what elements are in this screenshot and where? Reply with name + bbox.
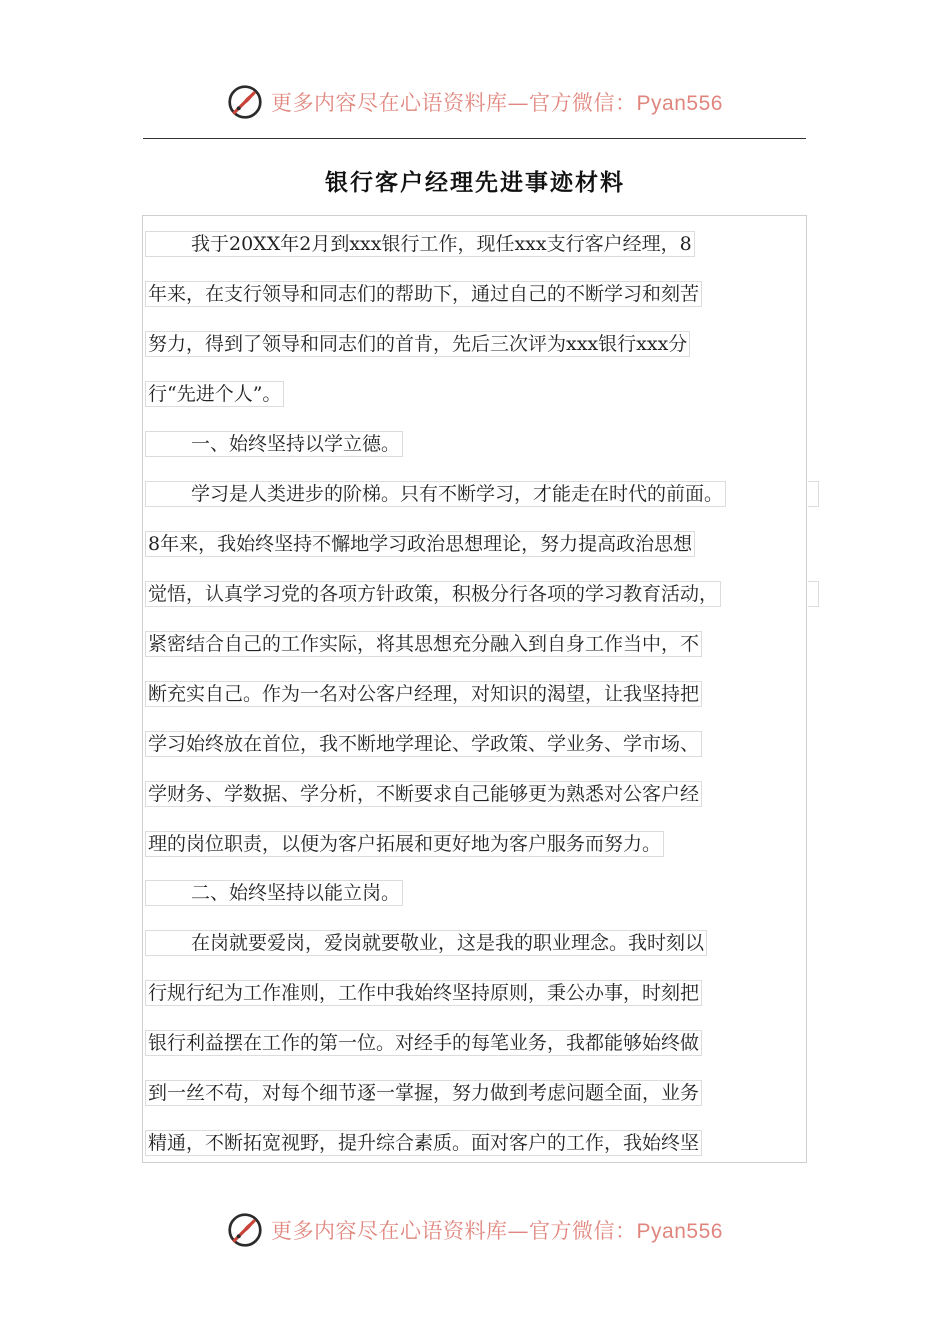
header-divider: [143, 138, 806, 139]
quill-logo-icon: [227, 84, 263, 120]
text-line: 学财务、学数据、学分析，不断要求自己能够更为熟悉对公客户经: [145, 781, 702, 807]
wechat-handle: Pyan556: [636, 92, 723, 115]
text-line: 行“先进个人”。: [145, 381, 284, 407]
header-banner: [0, 80, 950, 124]
footer-banner-text: 更多内容尽在心语资料库—官方微信：Pyan556: [271, 1219, 723, 1243]
text-line: 行规行纪为工作准则，工作中我始终坚持原则，秉公办事，时刻把: [145, 980, 702, 1006]
text-line: 理的岗位职责，以便为客户拓展和更好地为客户服务而努力。: [145, 831, 664, 857]
text-line: 断充实自己。作为一名对公客户经理，对知识的渴望，让我坚持把: [145, 681, 702, 707]
header-banner-text: 更多内容尽在心语资料库—官方微信：Pyan556: [271, 91, 723, 115]
text-line: 8年来，我始终坚持不懈地学习政治思想理论，努力提高政治思想: [145, 531, 695, 557]
text-line: 学习始终放在首位，我不断地学理论、学政策、学业务、学市场、: [145, 731, 702, 757]
text-line: 年来，在支行领导和同志们的帮助下，通过自己的不断学习和刻苦: [145, 281, 702, 307]
section-heading: 一、始终坚持以学立德。: [145, 431, 403, 457]
footer-banner: [0, 1208, 950, 1252]
text-line: 学习是人类进步的阶梯。只有不断学习，才能走在时代的前面。: [145, 481, 726, 507]
wechat-handle: Pyan556: [636, 1220, 723, 1243]
text-line: 在岗就要爱岗，爱岗就要敬业，这是我的职业理念。我时刻以: [145, 930, 707, 956]
text-line: 精通，不断拓宽视野，提升综合素质。面对客户的工作，我始终坚: [145, 1130, 702, 1156]
line-marker: [808, 481, 819, 507]
section-heading: 二、始终坚持以能立岗。: [145, 880, 403, 906]
text-line: 我于20XX年2月到xxx银行工作，现任xxx支行客户经理，8: [145, 231, 695, 257]
text-line: 紧密结合自己的工作实际，将其思想充分融入到自身工作当中，不: [145, 631, 702, 657]
text-line: 努力，得到了领导和同志们的首肯，先后三次评为xxx银行xxx分: [145, 331, 690, 357]
text-line: 到一丝不苟，对每个细节逐一掌握，努力做到考虑问题全面，业务: [145, 1080, 702, 1106]
quill-logo-icon: [227, 1212, 263, 1248]
text-line: 银行利益摆在工作的第一位。对经手的每笔业务，我都能够始终做: [145, 1030, 702, 1056]
text-line: 觉悟，认真学习党的各项方针政策，积极分行各项的学习教育活动，: [145, 581, 721, 607]
line-marker: [808, 581, 819, 607]
document-title: 银行客户经理先进事迹材料: [325, 169, 625, 196]
